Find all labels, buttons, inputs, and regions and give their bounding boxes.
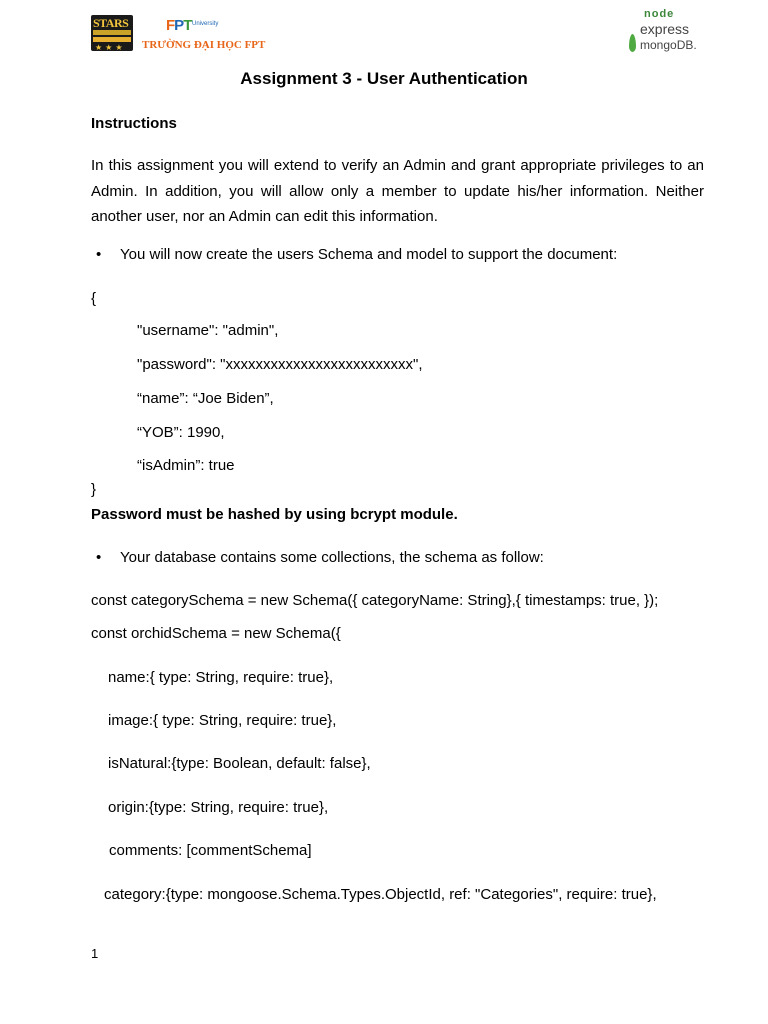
stars-rating: ★★★: [95, 43, 126, 52]
json-open-brace: {: [91, 290, 97, 307]
bullet-icon: •: [96, 549, 102, 566]
json-close-brace: }: [91, 481, 97, 498]
code-line-isnatural: isNatural:{type: Boolean, default: false},: [108, 755, 371, 772]
json-line-username: "username": "admin",: [137, 322, 279, 339]
json-line-yob: “YOB”: 1990,: [137, 424, 225, 441]
bullet-database-collections: Your database contains some collections, the schema as follow:: [120, 549, 544, 566]
mongodb-leaf-icon: [629, 34, 636, 52]
fpt-mark: FPT: [166, 17, 192, 34]
page-number: 1: [91, 946, 99, 961]
node-express-mongodb-logo: [628, 8, 708, 56]
instructions-heading: Instructions: [91, 115, 177, 132]
json-line-isadmin: “isAdmin”: true: [137, 457, 235, 474]
mongodb-logo-text: mongoDB.: [640, 38, 697, 52]
fpt-university-logo: [140, 15, 266, 53]
document-title: Assignment 3 - User Authentication: [240, 69, 528, 88]
fpt-university-text: University: [192, 21, 219, 27]
stars-logo-text: STARS: [93, 16, 129, 30]
json-line-password: "password": "xxxxxxxxxxxxxxxxxxxxxxxxx",: [137, 356, 423, 373]
code-line-orchid-schema: const orchidSchema = new Schema({: [91, 625, 341, 642]
json-line-name: “name”: “Joe Biden”,: [137, 390, 274, 407]
fpt-school-name: TRƯỜNG ĐẠI HỌC FPT: [142, 39, 266, 51]
bullet-users-schema: You will now create the users Schema and model to support the document:: [120, 246, 618, 263]
code-line-comments: comments: [commentSchema]: [109, 842, 312, 859]
code-line-name: name:{ type: String, require: true},: [108, 669, 334, 686]
code-line-image: image:{ type: String, require: true},: [108, 712, 337, 729]
password-note: Password must be hashed by using bcrypt module.: [91, 506, 458, 523]
node-logo-text: node: [644, 8, 675, 20]
code-line-origin: origin:{type: String, require: true},: [108, 799, 329, 816]
bullet-icon: •: [96, 246, 102, 263]
code-line-category-schema: const categorySchema = new Schema({ categoryName: String},{ timestamps: true, });: [91, 592, 659, 609]
code-line-category: category:{type: mongoose.Schema.Types.ObjectId, ref: "Categories", require: true},: [104, 886, 657, 903]
intro-paragraph: In this assignment you will extend to verify an Admin and grant appropriate privileges to an Admin. In addition, you will allow only a member to update his/her information. Neither another user, nor an Admin can edit this information.: [91, 157, 704, 225]
stars-logo: [91, 15, 133, 51]
express-logo-text: express: [640, 21, 690, 37]
